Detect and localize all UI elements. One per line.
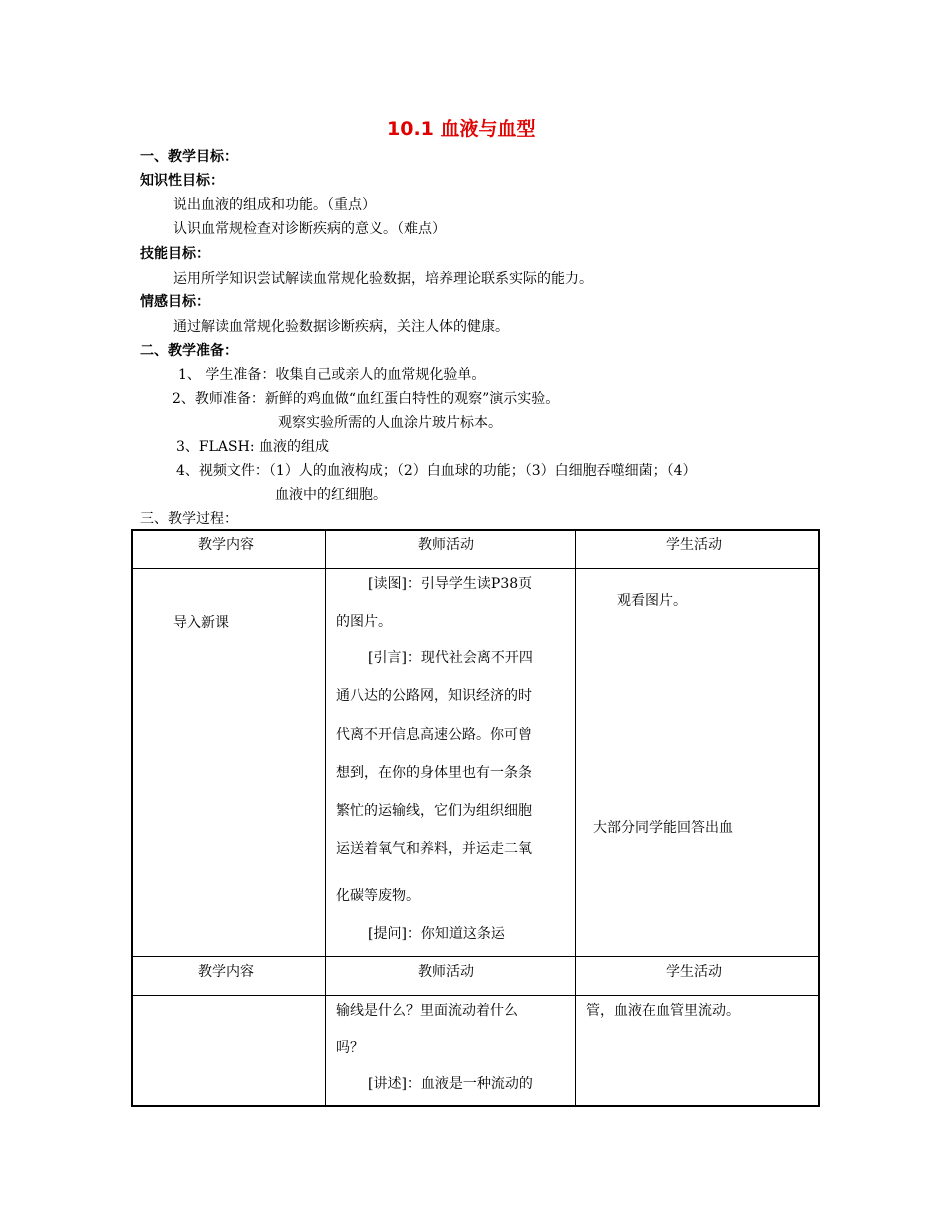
- table-header-student: 学生活动: [666, 537, 722, 553]
- knowledge-objectives-heading: 知识性目标：: [140, 173, 224, 189]
- row2-teacher-line: [讲述]：血液是一种流动的: [368, 1076, 533, 1092]
- table-border-bottom: [131, 1105, 820, 1107]
- row1-teacher-line: 繁忙的运输线，它们为组织细胞: [336, 803, 532, 819]
- section-heading-objectives: 一、教学目标：: [140, 149, 238, 165]
- page-title: 10.1 血液与血型: [387, 118, 536, 140]
- row1-teacher-line: 代离不开信息高速公路。你可曾: [336, 727, 532, 743]
- row1-teacher-line: 通八达的公路网，知识经济的时: [336, 688, 532, 704]
- table-header-student: 学生活动: [666, 964, 722, 980]
- row1-teacher-line: 运送着氧气和养料，并运走二氧: [336, 841, 532, 857]
- row1-content: 导入新课: [173, 615, 229, 631]
- table-border-right: [818, 529, 820, 1107]
- skill-item: 运用所学知识尝试解读血常规化验数据，培养理论联系实际的能力。: [173, 271, 593, 287]
- knowledge-item: 说出血液的组成和功能。（重点）: [173, 197, 376, 213]
- table-header-content: 教学内容: [198, 537, 254, 553]
- prep-item: 2、教师准备：新鲜的鸡血做“血红蛋白特性的观察”演示实验。: [172, 391, 560, 407]
- section-heading-preparation: 二、教学准备：: [140, 343, 238, 359]
- row1-teacher-line: [提问]：你知道这条运: [368, 926, 505, 942]
- table-border-top: [131, 529, 820, 531]
- prep-item: 4、视频文件：（1）人的血液构成；（2）白血球的功能；（3）白细胞吞噬细菌；（4）: [176, 463, 697, 479]
- skill-objectives-heading: 技能目标：: [140, 246, 210, 262]
- table-row-divider: [131, 568, 820, 569]
- row2-student-line: 管，血液在血管里流动。: [586, 1003, 740, 1019]
- table-border-left: [131, 529, 133, 1107]
- row1-teacher-line: 的图片。: [336, 614, 392, 630]
- row1-student-line: 大部分同学能回答出血: [593, 820, 733, 836]
- table-row-divider: [131, 995, 820, 996]
- row2-teacher-line: 吗？: [336, 1040, 364, 1056]
- row1-student-line: 观看图片。: [617, 593, 687, 609]
- knowledge-item: 认识血常规检查对诊断疾病的意义。（难点）: [173, 221, 446, 237]
- table-header-content: 教学内容: [198, 964, 254, 980]
- prep-item: 1、 学生准备：收集自己或亲人的血常规化验单。: [178, 367, 486, 383]
- table-header-teacher: 教师活动: [418, 964, 474, 980]
- table-row-divider: [131, 956, 820, 957]
- row1-teacher-line: [读图]：引导学生读P38页: [368, 576, 533, 592]
- table-col-divider: [575, 529, 576, 1107]
- table-col-divider: [325, 529, 326, 1107]
- row2-teacher-line: 输线是什么？里面流动着什么: [336, 1003, 518, 1019]
- prep-item: 观察实验所需的人血涂片玻片标本。: [278, 415, 502, 431]
- prep-item: 血液中的红细胞。: [275, 487, 387, 503]
- section-heading-process: 三、教学过程：: [140, 511, 238, 527]
- row1-teacher-line: 化碳等废物。: [336, 888, 420, 904]
- table-header-teacher: 教师活动: [418, 537, 474, 553]
- row1-teacher-line: 想到，在你的身体里也有一条条: [336, 765, 532, 781]
- emotion-objectives-heading: 情感目标：: [140, 294, 210, 310]
- prep-item: 3、FLASH: 血液的组成: [176, 439, 329, 455]
- emotion-item: 通过解读血常规化验数据诊断疾病，关注人体的健康。: [173, 319, 509, 335]
- row1-teacher-line: [引言]：现代社会离不开四: [368, 650, 533, 666]
